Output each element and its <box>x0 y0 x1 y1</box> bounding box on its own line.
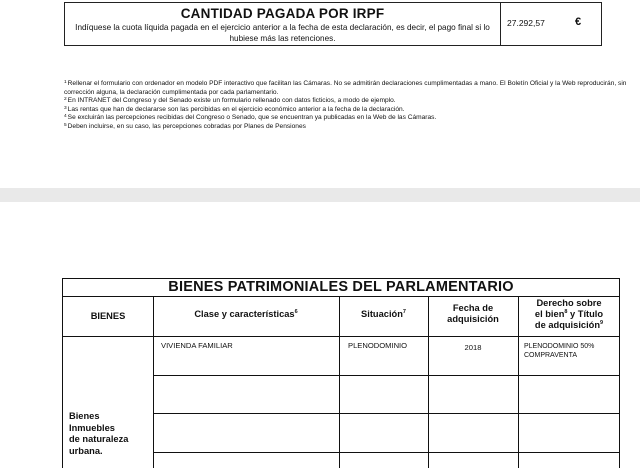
cell-fecha[interactable]: 2018 <box>464 343 482 352</box>
header-clase-label: Clase y características <box>194 309 295 319</box>
irpf-description-cell <box>65 3 501 45</box>
footnote <box>64 123 630 132</box>
header-derecho-line1: Derecho sobre <box>536 298 602 308</box>
header-situacion <box>339 309 428 320</box>
header-derecho <box>518 298 620 331</box>
irpf-currency-symbol: € <box>575 16 582 28</box>
footnote-number: 3 <box>64 105 67 111</box>
footnote-text: En INTRANET del Congreso y del Senado existe un formulario rellenado con datos ficticios, a modo de ejemplo. <box>67 97 396 105</box>
footnote-number: 2 <box>64 97 67 103</box>
irpf-box <box>64 2 602 46</box>
page-top <box>0 0 640 188</box>
footnote <box>64 80 630 97</box>
cell-situacion[interactable]: PLENODOMINIO <box>348 341 408 350</box>
header-situacion-footnote: 7 <box>402 309 406 315</box>
header-clase-footnote: 6 <box>294 309 298 315</box>
bienes-table <box>62 278 620 468</box>
footnote-text: Las rentas que han de declararse son las percibidas en el ejercicio económico anterior a la fecha de la declaración. <box>67 105 405 113</box>
column-divider <box>339 297 340 468</box>
cell-derecho-line1: PLENODOMINIO 50% <box>524 343 595 350</box>
row-label-bienes-inmuebles <box>69 411 128 457</box>
cell-clase[interactable]: VIVIENDA FAMILIAR <box>161 341 233 350</box>
footnote <box>64 114 630 123</box>
footnote <box>64 97 630 106</box>
header-derecho-footnote8: 8 <box>564 309 568 315</box>
irpf-title: CANTIDAD PAGADA POR IRPF <box>180 6 385 21</box>
header-fecha-line2: adquisición <box>447 314 499 324</box>
row-divider <box>153 413 619 414</box>
header-clase <box>153 309 339 320</box>
row-label-line: Bienes <box>69 411 100 421</box>
header-bienes: BIENES <box>90 311 126 321</box>
footnote-number: 5 <box>64 122 67 128</box>
footnote-number: 1 <box>64 80 67 85</box>
row-divider <box>153 452 619 453</box>
header-derecho-line2a: el bien <box>534 309 565 319</box>
footnote-text: Se excluirán las percepciones recibidas del Congreso o Senado, que se encuentran ya publicadas en la Web de las Cámaras. <box>67 114 437 122</box>
irpf-amount-field[interactable]: 27.292,57 <box>507 18 545 28</box>
header-fecha-line1: Fecha de <box>452 303 494 313</box>
cell-derecho[interactable] <box>524 342 594 360</box>
header-situacion-label: Situación <box>361 309 403 319</box>
footnotes <box>64 80 630 132</box>
row-label-line: urbana. <box>69 445 103 456</box>
header-derecho-line2 <box>518 309 620 320</box>
page-bottom <box>0 202 640 468</box>
bienes-title: BIENES PATRIMONIALES DEL PARLAMENTARIO <box>63 279 619 297</box>
irpf-description: Indíquese la cuota líquida pagada en el ejercicio anterior a la fecha de esta declaración, es decir, el pago final si lo hubiese más las retenciones. <box>75 23 490 43</box>
header-derecho-line3-label: de adquisición <box>534 320 601 330</box>
column-divider <box>153 297 154 468</box>
header-derecho-footnote9: 9 <box>600 320 604 326</box>
cell-derecho-line2: COMPRAVENTA <box>524 352 578 359</box>
row-label-line: Inmuebles <box>69 422 115 433</box>
footnote-text: Deben incluirse, en su caso, las percepciones cobradas por Planes de Pensiones <box>67 122 306 130</box>
header-fecha <box>428 303 518 325</box>
row-label-line: de naturaleza <box>69 434 129 444</box>
header-derecho-line2b: y Título <box>567 309 604 319</box>
row-divider <box>153 375 619 376</box>
header-derecho-line3 <box>518 320 620 331</box>
footnote-number: 4 <box>64 114 67 120</box>
footnote-text: Rellenar el formulario con ordenador en modelo PDF interactivo que facilitan las Cámaras. No se admitirán declaraciones cumplimentadas a mano. El Boletín Oficial y la Web reproducirán, sin corrección alguna, la declaración cumplimentada por cada parlamentario. <box>64 80 627 96</box>
header-divider <box>63 336 619 337</box>
